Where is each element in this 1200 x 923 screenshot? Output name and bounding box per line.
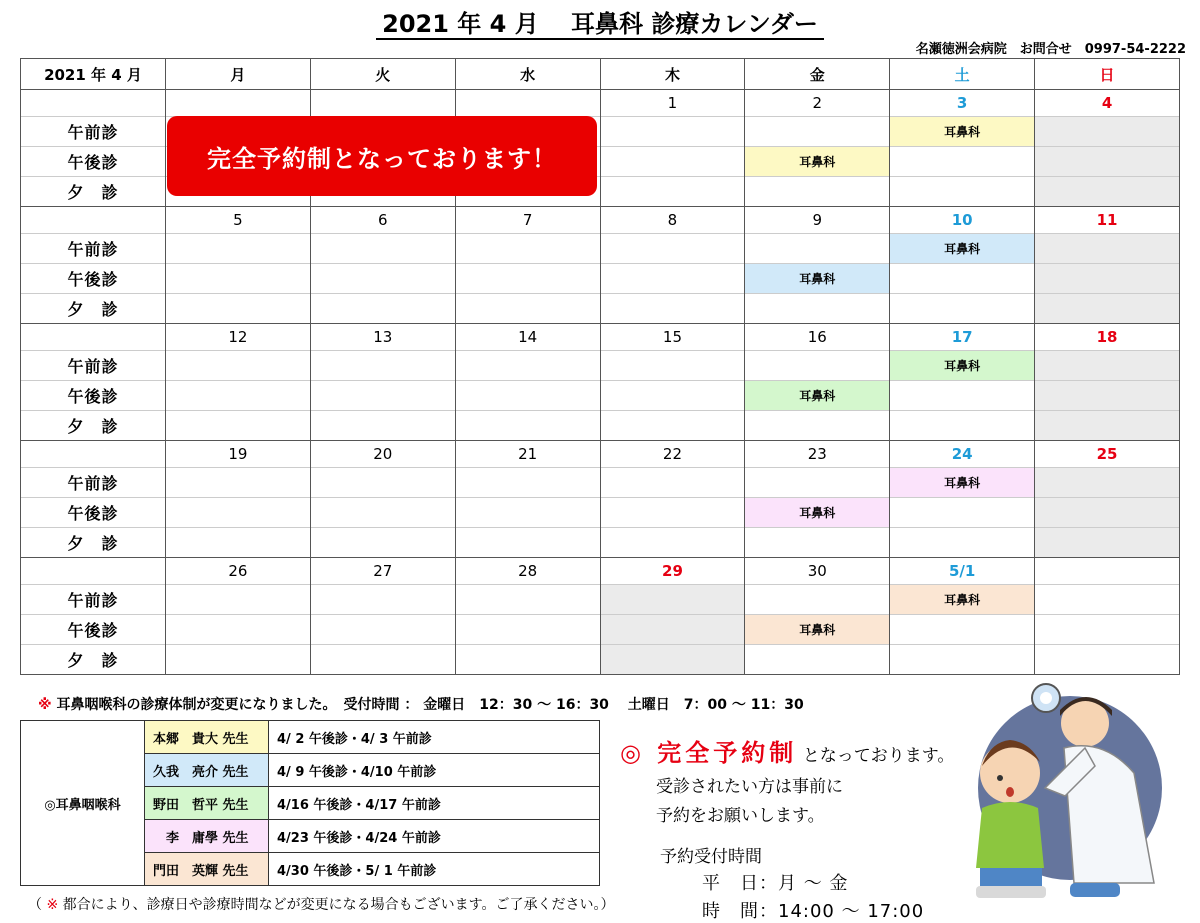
notice-mark: ※ — [38, 697, 52, 713]
week-2-eve — [21, 294, 1180, 324]
date-cell: 27 — [310, 558, 455, 585]
row-label-am: 午前診 — [21, 117, 166, 147]
doctor-child-illustration — [960, 678, 1185, 913]
row-label-am: 午前診 — [21, 234, 166, 264]
clinic-slot: 耳鼻科 — [890, 117, 1035, 147]
date-cell: 1 — [600, 90, 745, 117]
date-cell: 19 — [166, 441, 311, 468]
reservation-banner: 完全予約制となっております！ — [167, 116, 597, 196]
date-cell: 25 — [1035, 441, 1180, 468]
date-cell: 17 — [890, 324, 1035, 351]
date-cell: 20 — [310, 441, 455, 468]
row-label-pm: 午後診 — [21, 264, 166, 294]
day-sat: 土 — [890, 59, 1035, 90]
day-wed: 水 — [455, 59, 600, 90]
reservation-heading: ◎ 完全予約制 — [620, 739, 798, 767]
footnote-open: （ — [28, 897, 42, 913]
row-label-pm: 午後診 — [21, 147, 166, 177]
date-cell: 15 — [600, 324, 745, 351]
doctor-dates: 4/23 午後診・4/24 午前診 — [269, 820, 600, 853]
date-cell: 5/1 — [890, 558, 1035, 585]
day-mon: 月 — [166, 59, 311, 90]
reservation-weekday: 平 日：月 ～ 金 — [702, 873, 849, 894]
reservation-hours: 時 間：14:00 ～ 17:00 — [702, 901, 925, 922]
contact-info: 名瀬徳洲会病院 お問合せ 0997-54-2222 — [915, 42, 1186, 57]
date-cell: 8 — [600, 207, 745, 234]
date-cell: 18 — [1035, 324, 1180, 351]
department-label: ◎耳鼻咽喉科 — [21, 721, 145, 886]
week-4-am — [21, 468, 1180, 498]
corner-label: 2021 年 4 月 — [21, 59, 166, 90]
date-cell: 7 — [455, 207, 600, 234]
week-2-dates — [21, 207, 1180, 234]
row-label-am: 午前診 — [21, 585, 166, 615]
notice-text: 耳鼻咽喉科の診療体制が変更になりました。 受付時間 ： 金曜日 12：30 ～ 16：30 土曜日 7：00 ～ 11：30 — [56, 697, 804, 713]
day-fri: 金 — [745, 59, 890, 90]
doctor-name: 野田 哲平 先生 — [145, 787, 269, 820]
doctor-dates: 4/ 2 午後診・4/ 3 午前診 — [269, 721, 600, 754]
footnote-text: 都合により、診療日や診療時間などが変更になる場合もございます。ご了承ください。） — [62, 897, 615, 913]
row-label-pm: 午後診 — [21, 381, 166, 411]
row-label-eve: 夕 診 — [21, 411, 166, 441]
reservation-info — [620, 733, 954, 923]
week-2-pm — [21, 264, 1180, 294]
page-title: 2021 年 4 月 耳鼻科 診療カレンダー — [0, 4, 1200, 39]
date-cell: 5 — [166, 207, 311, 234]
day-tue: 火 — [310, 59, 455, 90]
doctor-name: 李 庸學 先生 — [145, 820, 269, 853]
week-3-dates — [21, 324, 1180, 351]
week-3-am — [21, 351, 1180, 381]
week-1-dates — [21, 90, 1180, 117]
date-cell: 6 — [310, 207, 455, 234]
clinic-slot: 耳鼻科 — [890, 468, 1035, 498]
clinic-slot: 耳鼻科 — [745, 264, 890, 294]
row-label-pm: 午後診 — [21, 498, 166, 528]
row-label-am: 午前診 — [21, 351, 166, 381]
week-5-eve — [21, 645, 1180, 675]
date-cell: 11 — [1035, 207, 1180, 234]
footnote-mark: ※ — [46, 897, 59, 913]
date-cell: 30 — [745, 558, 890, 585]
reservation-line-1: 受診されたい方は事前に — [656, 777, 843, 797]
date-cell: 13 — [310, 324, 455, 351]
doctor-dates: 4/30 午後診・5/ 1 午前診 — [269, 853, 600, 886]
clinic-slot: 耳鼻科 — [890, 351, 1035, 381]
date-cell: 9 — [745, 207, 890, 234]
date-cell: 16 — [745, 324, 890, 351]
week-5-pm — [21, 615, 1180, 645]
row-label-eve: 夕 診 — [21, 177, 166, 207]
doctor-name: 本郷 貴大 先生 — [145, 721, 269, 754]
date-cell: 26 — [166, 558, 311, 585]
row-label-eve: 夕 診 — [21, 645, 166, 675]
row-label-am: 午前診 — [21, 468, 166, 498]
row-label-eve: 夕 診 — [21, 528, 166, 558]
reservation-heading-suffix: となっております。 — [802, 746, 955, 766]
week-4-pm — [21, 498, 1180, 528]
clinic-slot: 耳鼻科 — [890, 234, 1035, 264]
clinic-slot: 耳鼻科 — [745, 147, 890, 177]
footnote — [28, 894, 615, 914]
clinic-slot: 耳鼻科 — [745, 498, 890, 528]
reservation-hours-title: 予約受付時間 — [660, 847, 762, 867]
doctor-dates: 4/ 9 午後診・4/10 午前診 — [269, 754, 600, 787]
date-cell: 3 — [890, 90, 1035, 117]
date-cell: 28 — [455, 558, 600, 585]
schedule-notice — [38, 694, 804, 714]
reservation-line-2: 予約をお願いします。 — [656, 806, 825, 826]
clinic-slot: 耳鼻科 — [745, 615, 890, 645]
week-2-am — [21, 234, 1180, 264]
date-cell: 10 — [890, 207, 1035, 234]
week-4-eve — [21, 528, 1180, 558]
doctor-name: 門田 英輝 先生 — [145, 853, 269, 886]
date-cell: 29 — [600, 558, 745, 585]
day-sun: 日 — [1035, 59, 1180, 90]
date-cell: 21 — [455, 441, 600, 468]
row-label-eve: 夕 診 — [21, 294, 166, 324]
date-cell: 14 — [455, 324, 600, 351]
date-cell: 12 — [166, 324, 311, 351]
date-cell: 22 — [600, 441, 745, 468]
date-cell: 23 — [745, 441, 890, 468]
date-cell: 24 — [890, 441, 1035, 468]
date-cell: 4 — [1035, 90, 1180, 117]
week-3-pm — [21, 381, 1180, 411]
week-5-dates — [21, 558, 1180, 585]
row-label-pm: 午後診 — [21, 615, 166, 645]
doctor-dates: 4/16 午後診・4/17 午前診 — [269, 787, 600, 820]
doctor-name: 久我 亮介 先生 — [145, 754, 269, 787]
week-5-am — [21, 585, 1180, 615]
date-cell: 2 — [745, 90, 890, 117]
day-thu: 木 — [600, 59, 745, 90]
week-3-eve — [21, 411, 1180, 441]
week-4-dates — [21, 441, 1180, 468]
clinic-slot: 耳鼻科 — [745, 381, 890, 411]
doctor-table — [20, 720, 600, 886]
calendar-header-row — [21, 59, 1180, 90]
doctor-row — [21, 721, 600, 754]
clinic-slot: 耳鼻科 — [890, 585, 1035, 615]
